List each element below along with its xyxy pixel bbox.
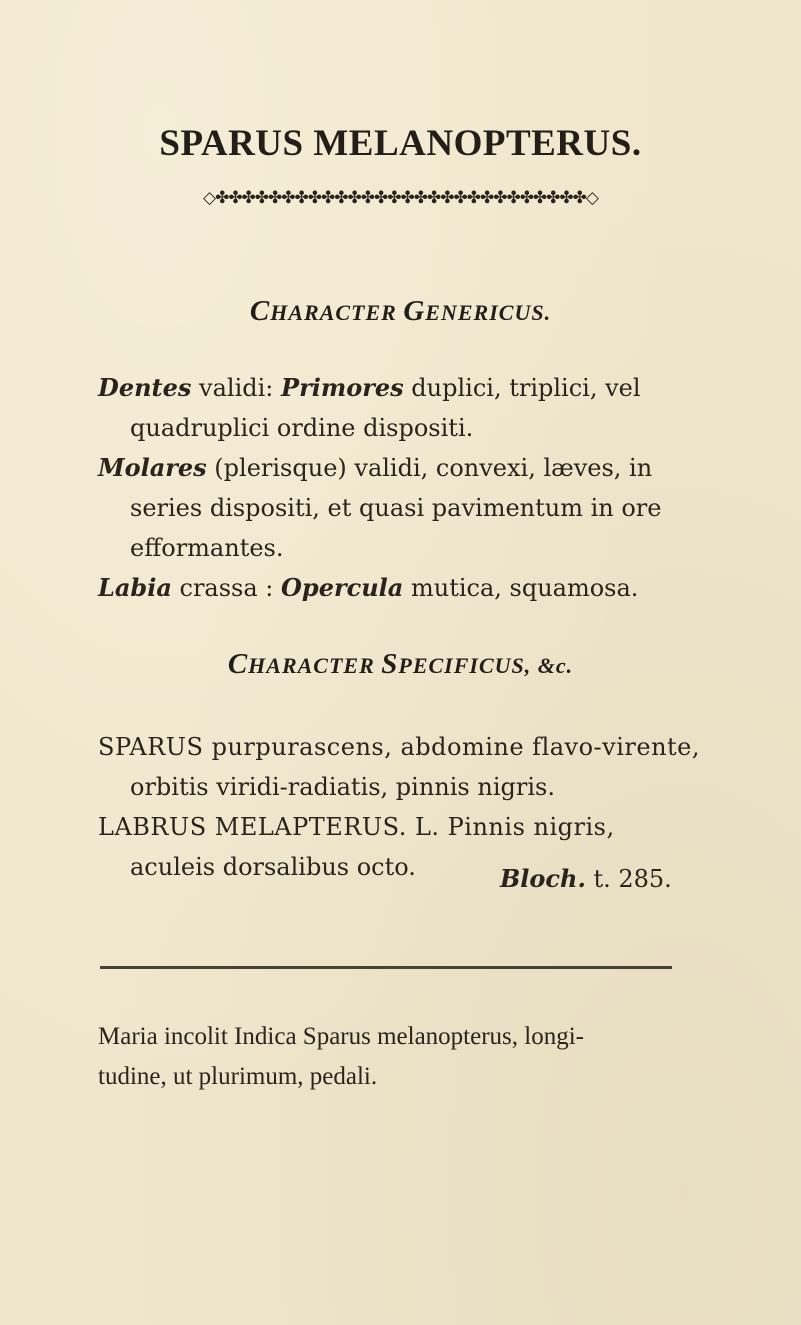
genus-term: Dentes (98, 373, 192, 402)
specific-character-text (98, 727, 701, 887)
genus-term: Opercula (281, 573, 404, 602)
text-run: duplici, triplici, vel (403, 374, 641, 402)
decorative-ornament-row: ◇✤✤✤✤✤✤✤✤✤✤✤✤✤✤✤✤✤✤✤✤✤✤✤✤✤✤✤✤◇ (203, 188, 598, 208)
heading-initial: C (249, 295, 271, 327)
heading-initial: C (227, 648, 249, 680)
specific-character-heading (0, 648, 801, 681)
heading-initial: G (403, 295, 426, 327)
heading-initial: S (381, 648, 399, 680)
text-line: series dispositi, et quasi pavimentum in ore (130, 494, 662, 522)
text-line: tudine, ut plurimum, pedali. (98, 1063, 378, 1090)
heading-smallcaps: ENERICUS. (425, 300, 552, 325)
text-line: efformantes. (130, 534, 284, 562)
citation-reference: t. 285. (585, 865, 672, 893)
text-line: SPARUS purpurascens, abdomine flavo-virente, (98, 733, 701, 761)
heading-smallcaps: HARACTER (248, 653, 382, 678)
text-run: validi: (191, 374, 282, 402)
text-line (98, 368, 698, 408)
page-title: SPARUS MELANOPTERUS. (159, 123, 642, 164)
genus-term: Primores (281, 373, 404, 402)
heading-smallcaps: HARACTER (270, 300, 404, 325)
generic-character-heading (0, 295, 801, 328)
horizontal-rule (100, 966, 672, 969)
text-line: LABRUS MELAPTERUS. L. Pinnis nigris, (98, 813, 615, 841)
text-run: (plerisque) validi, convexi, læves, in (206, 454, 653, 482)
genus-term: Molares (98, 453, 207, 482)
description-paragraph (98, 1017, 718, 1097)
text-run: mutica, squamosa. (403, 574, 639, 602)
heading-etc: &c. (537, 653, 574, 678)
text-line: aculeis dorsalibus octo. (130, 853, 416, 881)
generic-character-text (98, 368, 698, 608)
citation-author: Bloch. (500, 864, 586, 893)
text-run: crassa : (171, 574, 282, 602)
text-line (98, 448, 698, 488)
heading-smallcaps: PECIFICUS, (398, 653, 538, 678)
text-line (98, 568, 698, 608)
citation (500, 864, 672, 893)
text-line: Maria incolit Indica Sparus melanopterus, longi- (98, 1023, 584, 1050)
text-line: quadruplici ordine dispositi. (130, 414, 474, 442)
genus-term: Labia (98, 573, 172, 602)
text-line: orbitis viridi-radiatis, pinnis nigris. (130, 773, 555, 801)
